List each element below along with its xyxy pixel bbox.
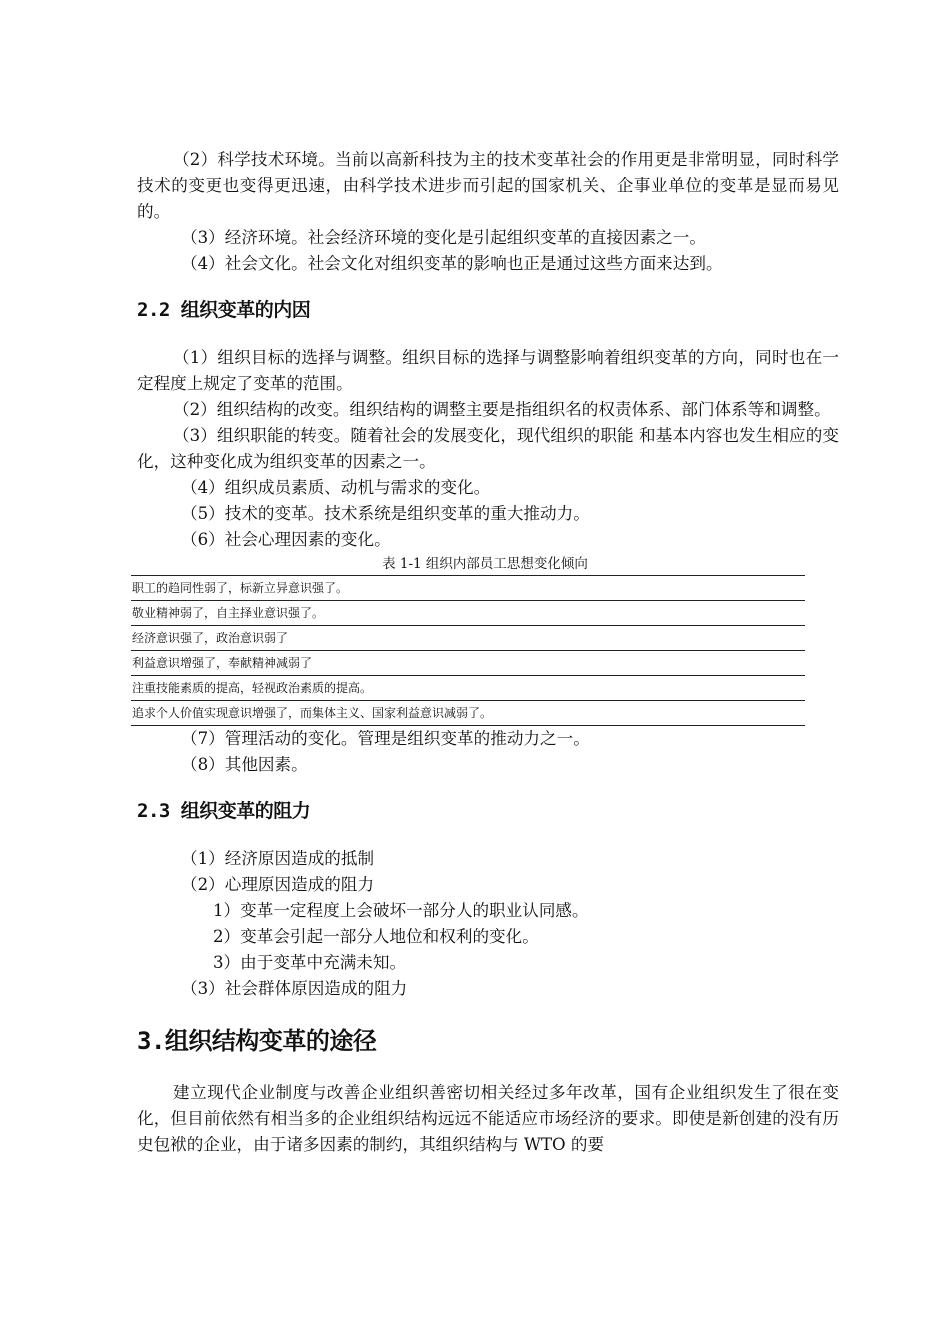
list-item: （2）心理原因造成的阻力 <box>181 875 375 894</box>
table-row <box>131 601 805 626</box>
paragraph-function: （3）组织职能的转变。随着社会的发展变化，现代组织的职能 和基本内容也发生相应的变化，这种变化成为组织变革的因素之一。 <box>137 426 839 471</box>
table-row <box>131 701 805 726</box>
list-item: （3）社会群体原因造成的阻力 <box>181 979 408 998</box>
sub-list-item: 3）由于变革中充满未知。 <box>213 953 407 972</box>
list-item: （1）经济原因造成的抵制 <box>181 849 375 868</box>
list-item: （6）社会心理因素的变化。 <box>181 530 391 549</box>
table-row <box>131 626 805 651</box>
list-item: （5）技术的变革。技术系统是组织变革的重大推动力。 <box>181 504 590 523</box>
table-cell: 利益意识增强了，奉献精神减弱了 <box>131 651 805 676</box>
table-row <box>131 651 805 676</box>
paragraph-structure: （2）组织结构的改变。组织结构的调整主要是指组织名的权责体系、部门体系等和调整。 <box>173 400 831 419</box>
table-cell: 职工的趋同性弱了，标新立异意识强了。 <box>131 576 805 601</box>
table-cell: 敬业精神弱了，自主择业意识强了。 <box>131 601 805 626</box>
section-heading-2-3: 2.3 组织变革的阻力 <box>137 800 311 822</box>
table-cell: 注重技能素质的提高，轻视政治素质的提高。 <box>131 676 805 701</box>
document-body <box>132 147 839 1158</box>
sub-list-item: 1）变革一定程度上会破坏一部分人的职业认同感。 <box>213 901 589 920</box>
table-cell: 经济意识强了，政治意识弱了 <box>131 626 805 651</box>
sub-list-item: 2）变革会引起一部分人地位和权利的变化。 <box>213 927 539 946</box>
list-item: （4）组织成员素质、动机与需求的变化。 <box>181 478 491 497</box>
table-row <box>131 576 805 601</box>
section-heading-2-2: 2.2 组织变革的内因 <box>137 299 311 321</box>
paragraph-goal: （1）组织目标的选择与调整。组织目标的选择与调整影响着组织变革的方向，同时也在一定程度上规定了变革的范围。 <box>137 348 839 393</box>
list-item: （7）管理活动的变化。管理是组织变革的推动力之一。 <box>181 729 590 748</box>
list-item-economy: （3）经济环境。社会经济环境的变化是引起组织变革的直接因素之一。 <box>181 228 706 247</box>
chapter-heading-3: 3.组织结构变革的途径 <box>137 1027 377 1055</box>
table-row <box>131 676 805 701</box>
table-caption: 表 1-1 组织内部员工思想变化倾向 <box>382 556 588 572</box>
paragraph-paths: 建立现代企业制度与改善企业组织善密切相关经过多年改革，国有企业组织发生了很在变化，但目前依然有相当多的企业组织结构远远不能适应市场经济的要求。即使是新创建的没有历史包袱的企业，由于诸多因素的制约，其组织结构与 WTO 的要 <box>137 1083 839 1154</box>
list-item-culture: （4）社会文化。社会文化对组织变革的影响也正是通过这些方面来达到。 <box>181 254 723 273</box>
paragraph-sci-tech: （2）科学技术环境。当前以高新科技为主的技术变革社会的作用更是非常明显，同时科学技术的变更也变得更迅速，由科学技术进步而引起的国家机关、企事业单位的变革是显而易见的。 <box>137 150 839 221</box>
list-item: （8）其他因素。 <box>181 755 308 774</box>
employee-attitude-table <box>131 575 805 726</box>
table-cell: 追求个人价值实现意识增强了，而集体主义、国家利益意识减弱了。 <box>131 701 805 726</box>
